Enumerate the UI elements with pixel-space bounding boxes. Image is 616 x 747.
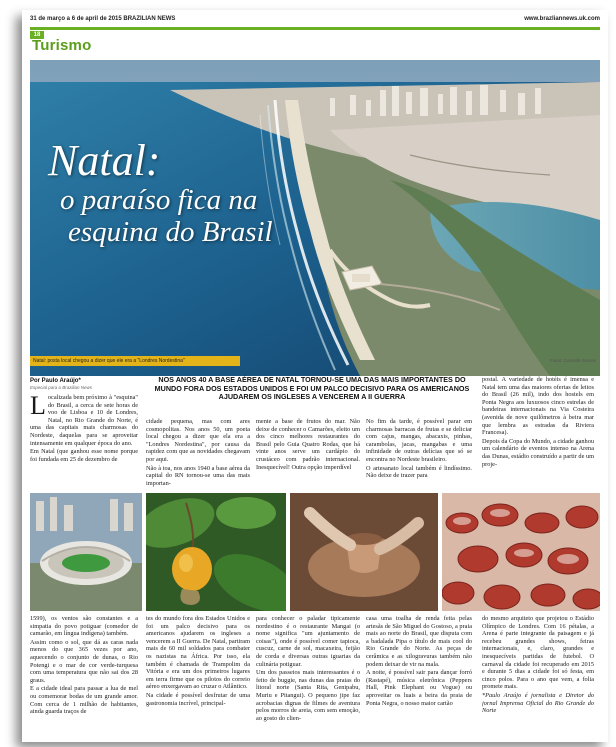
- drop-cap: L: [30, 394, 46, 420]
- column-4-bottom: [366, 615, 472, 739]
- paragraph: Na cidade é possível desfrutar de uma gastronomia incrível, principal-: [146, 691, 250, 707]
- title-line-2: o paraíso fica na: [60, 184, 258, 216]
- paragraph: mente a base de frutos do mar. Não deixe de conhecer o Camarões, eleito um dos cinco melhores restaurantes do Brasil pelo Guia Quatro Rodas, que há vinte anos serve um cardápio do crustáceo com padrão internacional. Inesquecível! Outra opção imperdível: [256, 418, 360, 471]
- stadium-photo: [30, 493, 142, 611]
- date-line: 31 de março a 6 de april de 2015 BRAZILIAN NEWS: [30, 16, 176, 22]
- paragraph: ocalizada bem próximo à "esquina" do Brasil, a cerca de sete horas de voo de Lisboa e 10 de Londres, Natal, no Rio Grande do Norte, é uma das capitais mais charmosas do Nordeste, daquelas para se aproveitar intensamente em qualquer época do ano.: [30, 394, 138, 447]
- paragraph: cidade pequena, mas com ares cosmopolitas. Nos anos 50, um poeta local chegou a dizer que ela era a "Londres Nordestina", por causa da rapidez com que as novidades chegavam por aqui.: [146, 418, 250, 463]
- column-5-bottom: [482, 615, 594, 739]
- paragraph: A noite, é possível sair para dançar forró (Rastapé), música eletrônica (Peppers Hall, Pink Elephant ou Vogue) ou aproveitar os luais a beira da praia de Ponta Negra, o nosso maior cartão: [366, 669, 472, 707]
- column-2-bottom: [146, 615, 250, 739]
- page-number: 18: [30, 31, 44, 39]
- hero-title: [48, 138, 273, 248]
- column-4-top: [366, 418, 472, 492]
- paragraph: casa uma toalha de renda feita pelas artesãs de São Miguel do Gostoso, a praia mais ao norte do Brasil, que disputa com a badalada Pipa o título de mais cool do Rio Grande do Norte. As peças de cerâmica e as xilogravuras também não podem deixar de vir na mala.: [366, 615, 472, 668]
- website: www.brazliannews.uk.com: [524, 16, 600, 22]
- paragraph: O artesanato local também é lindíssimo. Não deixe de trazer para: [366, 464, 472, 480]
- column-5-top: [482, 376, 594, 492]
- paragraph: No fim da tarde, é possível parar em charmosas barracas de frutas e se deliciar com cajus, mangas, abacaxis, pinhas, carambolas, jacas, mangabas e uma infinidade de outras delícias que só se encontra no Nordeste brasileiro.: [366, 418, 472, 463]
- paragraph: Não à toa, nos anos 1940 a base aérea da capital do RN tornou-se uma das mais importan-: [146, 464, 250, 487]
- top-line: [30, 13, 600, 25]
- paragraph: Um dos passeios mais interessantes é o feito de buggie, nas dunas das praias do litoral norte (Santa Rita, Genipabu, Muriu e Pitangui). O pequeno jipe faz acrobacias dignas de filmes de aventura pelos morros de areia, com sem emoção, ao gosto do clien-: [256, 669, 360, 722]
- paragraph: do mesmo arquiteto que projetou o Estádio Olímpico de Londres. Com 16 pétalas, a Arena é parte integrante da paisagem e já recebeu grandes shows, feiras internacionais, e, claro, grandes e inesquecíveis partidas de futebol. O carnaval da cidade foi recuperado em 2015 e durante 5 dias a cidade foi só festa, em cinco polos. Para o ano que vem, a folia promete mais.: [482, 615, 594, 691]
- newspaper-page: [22, 10, 608, 742]
- title-line-1: Natal:: [48, 136, 161, 185]
- pottery-photo: [290, 493, 438, 611]
- paragraph: Assim como o sol, que dá as caras nada menos do que 365 vezes por ano, aquecendo o conjunto de dunas, o Rio Potengi e o mar de cor verde-turquesa com uma temperatura que não sai dos 28 graus.: [30, 638, 138, 684]
- paragraph: Em Natal (que ganhou esse nome porque foi fundada em 25 de dezembro de: [30, 448, 138, 463]
- green-rule: [30, 27, 600, 30]
- article-headline: NOS ANOS 40 A BASE AÉREA DE NATAL TORNOU-SE UMA DAS MAIS IMPORTANTES DO MUNDO FORA DOS ESTADOS UNIDOS E FOI UM PALCO DECISIVO PARA OS AMERICANOS AJUDAREM OS INGLESES A VENCEREM A II GUERRA: [154, 375, 470, 401]
- paragraph: postal. A variedade de hotéis é imensa e Natal tem uma das maiores ofertas de leitos do Brasil (26 mil), indo dos hostels em Ponta Negra aos luxuosos cinco estrelas de bandeiras internacionais na Via Costeira (avenida de nove quilômetros à beira mar que lembra as estradas da Riviera Francesa).: [482, 376, 594, 437]
- column-3-bottom: [256, 615, 360, 739]
- paragraph: 1599), os ventos são constantes e a simpatia do povo potiguar (comedor de camarão, em língua indígena) também.: [30, 615, 138, 638]
- column-1-top: [30, 394, 138, 491]
- column-3-top: [256, 418, 360, 492]
- cashew-photo: [146, 493, 286, 611]
- hero-photo: [30, 60, 600, 376]
- photo-caption: Natal: posta local chegou a dizer que ele era a "Londres Nordestina": [30, 356, 240, 366]
- byline-role: Especial para o Brazilian News: [30, 385, 93, 390]
- paragraph: tes do mundo fora dos Estados Unidos e foi um palco decisivo para os americanos ajudarem os ingleses a vencerem a II Guerra. De Natal, partiram mais de 60 mil soldados para combater os nazistas na África. Por isso, ela também é chamada de Trampolim da Vitória e era um dos primeiros lugares em terra firme que os pilotos do correio aéreo enxergavam ao cruzar o Atlântico.: [146, 615, 250, 691]
- paragraph: para conhecer o paladar tipicamente nordestino é o restaurante Mangai (o nome significa "um ajuntamento de coisas"), onde é possível comer tapioca, cuscuz, carne de sol, macaxeira, feijão de corda e diversas outras iguarias da culinária potiguar.: [256, 615, 360, 668]
- ceramics-photo: [442, 493, 600, 611]
- title-line-3: esquina do Brasil: [68, 216, 273, 248]
- paragraph: E a cidade ideal para passar a lua de mel ou comemorar bodas de um grande amor. Com cerca de 1 milhão de habitantes, ainda guarda traços de: [30, 685, 138, 716]
- byline-author: Por Paulo Araújo*: [30, 378, 81, 384]
- photo-credit: Fotos: Canindé Soares: [549, 358, 596, 363]
- paragraph: Depois da Copa do Mundo, a cidade ganhou um calendário de eventos intenso na Arena das Dunas, estádio construído a partir de um proje-: [482, 437, 594, 468]
- section-title: Turismo: [32, 37, 92, 54]
- author-signature: *Paulo Araújo é jornalista e Diretor do jornal Imprensa Oficial do Rio Grande do Norte: [482, 691, 594, 715]
- column-1-bottom: [30, 615, 138, 739]
- column-2-top: [146, 418, 250, 492]
